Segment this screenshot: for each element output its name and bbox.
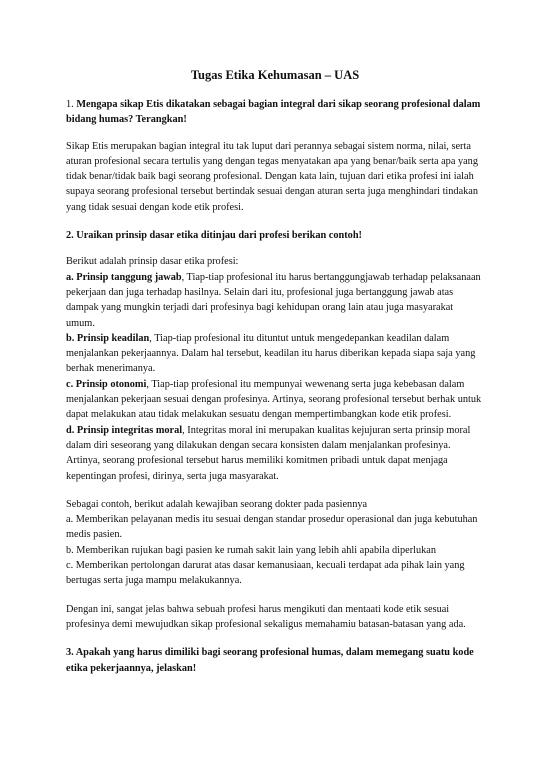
principles-intro: Berikut adalah prinsip dasar etika profesi:	[66, 256, 239, 268]
principle-text: , Integritas moral ini merupakan kualitas kejujuran serta prinsip moral dalam diri seseorang yang dilakukan dengan secara konsisten dalam menjalankan profesinya. Artinya, seorang profesional tersebut harus memiliki komitmen pribadi untuk dapat menjaga kepentingan profesi, dirinya, serta juga masyarakat.	[66, 424, 471, 482]
principle-item	[66, 331, 484, 377]
question-3: 3. Apakah yang harus dimiliki bagi seorang profesional humas, dalam memegang suatu kode etika pekerjaannya, jelaskan!	[66, 647, 474, 674]
principle-term: b. Prinsip keadilan	[66, 332, 150, 344]
question-2: 2. Uraikan prinsip dasar etika ditinjau dari profesi berikan contoh!	[66, 230, 362, 242]
principle-text: , Tiap-tiap profesional itu dituntut untuk mengedepankan keadilan dalam menjalankan pekerjaannya. Dalam hal tersebut, keadilan itu harus diberikan kepada siapa saja yang berhak menerimanya.	[66, 332, 476, 375]
principle-item	[66, 377, 484, 423]
answer-1: Sikap Etis merupakan bagian integral itu tak luput dari perannya sebagai sistem norma, nilai, serta aturan profesional secara tertulis yang dengan tegas menyatakan apa yang benar/baik serta apa yang tidak benar/tidak baik bagi seorang profesional. Dengan kata lain, tujuan dari etika profesi ini ialah supaya seorang profesional tersebut bertindak sesuai dengan aturan serta juga menghindari tindakan yang tidak sesuai dengan kode etik profesi.	[66, 140, 479, 213]
conclusion-paragraph: Dengan ini, sangat jelas bahwa sebuah profesi harus mengikuti dan mentaati kode etik sesuai profesinya demi mewujudkan sikap profesional sekaligus memahamiu batasan-batasan yang ada.	[66, 603, 466, 630]
document-title: Tugas Etika Kehumasan – UAS	[190, 68, 360, 82]
principle-term: c. Prinsip otonomi	[66, 378, 147, 390]
principle-text: , Tiap-tiap profesional itu harus bertanggungjawab terhadap pelaksanaan pekerjaan dan juga terhadap hasilnya. Selain dari itu, profesional juga bertanggung jawab atas dampak yang mungkin terjadi dari profesinya bagi kehidupan orang lain atau juga masyarakat umum.	[66, 271, 481, 329]
example-item: c. Memberikan pertolongan darurat atas dasar kemanusiaan, kecuali terdapat ada pihak lain yang bertugas serta juga mampu melakukannya.	[66, 560, 465, 587]
principle-term: a. Prinsip tanggung jawab	[66, 271, 182, 283]
principle-item	[66, 423, 484, 484]
example-intro: Sebagai contoh, berikut adalah kewajiban seorang dokter pada pasiennya	[66, 498, 368, 510]
principle-term: d. Prinsip integritas moral	[66, 424, 183, 436]
principle-item	[66, 270, 484, 331]
question-1	[66, 97, 484, 128]
example-item: b. Memberikan rujukan bagi pasien ke rumah sakit lain yang lebih ahli apabila diperlukan	[66, 544, 437, 556]
example-item: a. Memberikan pelayanan medis itu sesuai dengan standar prosedur operasional dan juga kebutuhan medis pasien.	[66, 514, 478, 541]
question-1-number: 1.	[66, 99, 74, 110]
principle-text: , Tiap-tiap profesional itu mempunyai wewenang serta juga kebebasan dalam menjalankan pekerjaan sesuai dengan profesinya. Artinya, seorang profesional tersebut berhak untuk dapat melakukan atau tidak melakukan sesuatu dengan mempertimbangkan kode etik profesi.	[66, 378, 482, 421]
question-1-text: Mengapa sikap Etis dikatakan sebagai bagian integral dari sikap seorang profesional dalam bidang humas? Terangkan!	[66, 99, 481, 126]
